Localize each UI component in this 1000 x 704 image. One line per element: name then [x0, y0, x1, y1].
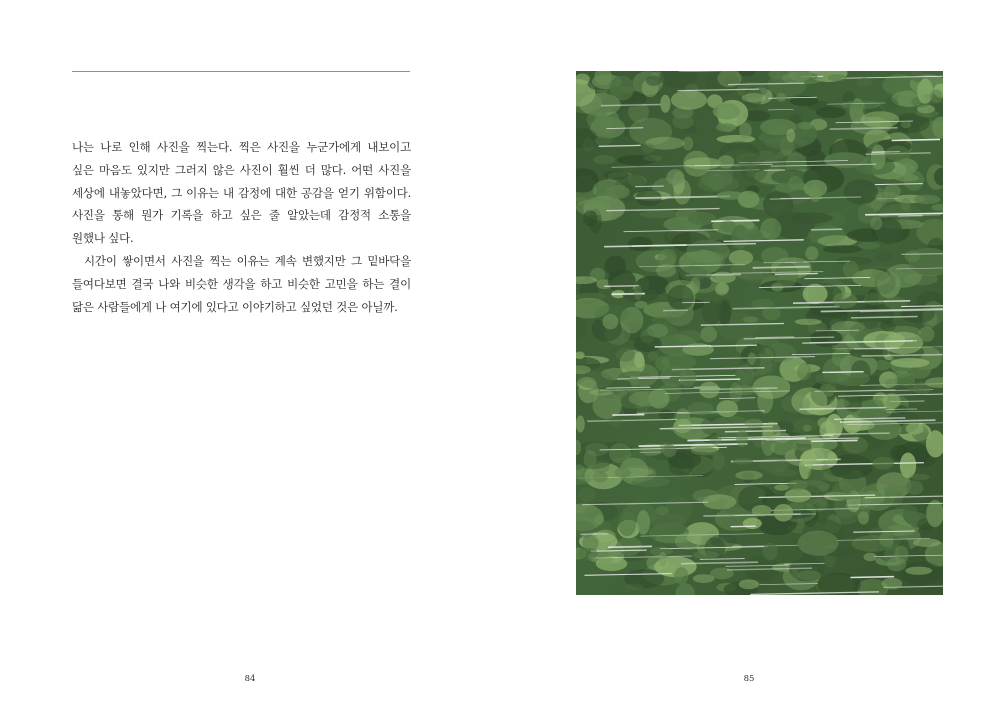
foliage-clump	[798, 531, 839, 556]
foliage-highlight	[745, 419, 764, 429]
foliage-highlight	[630, 375, 640, 387]
foliage-highlight	[742, 93, 766, 102]
foliage-clump	[604, 170, 629, 180]
foliage-clump	[883, 97, 898, 111]
foliage-highlight	[774, 504, 793, 522]
birch-trunk	[775, 274, 818, 275]
foliage-clump	[914, 195, 940, 204]
foliage-clump	[906, 481, 924, 495]
foliage-highlight	[583, 137, 594, 152]
foliage-highlight	[635, 301, 648, 309]
foliage-clump	[844, 179, 878, 204]
foliage-highlight	[761, 247, 788, 265]
foliage-clump	[609, 443, 632, 463]
foliage-highlight	[874, 360, 891, 371]
foliage-clump	[877, 251, 893, 262]
foliage-clump	[671, 90, 707, 110]
foliage-highlight	[609, 416, 623, 427]
foliage-clump	[808, 225, 846, 244]
foliage-highlight	[873, 457, 895, 470]
foliage-clump	[716, 123, 736, 132]
foliage-highlight	[576, 416, 585, 433]
page-number-left: 84	[244, 674, 256, 684]
foliage-highlight	[762, 307, 781, 320]
birch-trunk	[822, 372, 863, 373]
foliage-clump	[717, 155, 734, 168]
foliage-clump	[863, 310, 878, 330]
foliage-highlight	[887, 557, 907, 571]
foliage-highlight	[817, 417, 830, 428]
foliage-clump	[702, 301, 722, 324]
foliage-highlight	[596, 530, 616, 543]
foliage-clump	[606, 185, 630, 199]
foliage-clump	[605, 256, 626, 276]
foliage-highlight	[646, 555, 668, 570]
foliage-highlight	[655, 506, 668, 515]
birch-trunk	[811, 440, 857, 441]
foliage-highlight	[809, 185, 821, 203]
birch-trunk	[892, 139, 940, 140]
foliage-highlight	[578, 488, 595, 502]
foliage-highlight	[795, 319, 822, 325]
foliage-highlight	[845, 501, 858, 510]
foliage-highlight	[913, 538, 941, 547]
foliage-highlight	[776, 183, 796, 193]
foliage-highlight	[828, 74, 847, 81]
foliage-highlight	[732, 385, 757, 395]
foliage-highlight	[762, 422, 781, 440]
forest-photo-illustration	[576, 71, 943, 595]
foliage-highlight	[797, 363, 811, 380]
foliage-clump	[593, 155, 615, 164]
birch-trunk	[663, 310, 688, 311]
foliage-highlight	[827, 452, 836, 462]
foliage-highlight	[916, 110, 939, 118]
birch-trunk	[811, 229, 842, 230]
foliage-highlight	[641, 259, 658, 272]
foliage-highlight	[643, 155, 662, 161]
foliage-highlight	[829, 399, 849, 408]
foliage-clump	[628, 237, 653, 251]
foliage-clump	[730, 228, 762, 238]
foliage-highlight	[673, 419, 692, 434]
right-page	[500, 0, 1000, 704]
foliage-highlight	[785, 488, 812, 502]
body-text	[72, 136, 411, 318]
foliage-highlight	[892, 371, 910, 378]
foliage-highlight	[710, 435, 722, 445]
foliage-highlight	[616, 348, 635, 362]
foliage-highlight	[666, 169, 684, 185]
foliage-clump	[667, 285, 694, 310]
foliage-clump	[823, 245, 862, 253]
foliage-highlight	[773, 124, 790, 132]
birch-trunk	[599, 145, 641, 146]
foliage-highlight	[885, 146, 911, 161]
foliage-highlight	[594, 136, 612, 145]
foliage-highlight	[820, 384, 835, 397]
foliage-clump	[765, 137, 808, 150]
foliage-highlight	[598, 556, 613, 564]
paragraph-2: 시간이 쌓이면서 사진을 찍는 이유는 계속 변했지만 그 밑바닥을 들여다보면 결국 나와 비슷한 생각을 하고 비슷한 고민을 하는 결이 닮은 사람들에게 나 여기에 있다고 이야기하고 싶었던 것은 아닐까.	[72, 253, 411, 314]
foliage-clump	[688, 212, 716, 225]
foliage-clump	[603, 314, 619, 330]
foliage-highlight	[712, 452, 724, 470]
foliage-highlight	[691, 446, 717, 455]
foliage-highlight	[771, 470, 797, 477]
foliage-clump	[905, 250, 921, 262]
foliage-highlight	[720, 220, 736, 232]
foliage-highlight	[675, 330, 702, 343]
foliage-highlight	[798, 122, 812, 130]
foliage-highlight	[634, 352, 644, 368]
foliage-highlight	[816, 373, 838, 385]
foliage-highlight	[723, 77, 739, 83]
foliage-clump	[710, 534, 738, 547]
foliage-highlight	[858, 242, 880, 249]
foliage-highlight	[595, 514, 604, 525]
foliage-highlight	[693, 551, 719, 560]
foliage-clump	[901, 304, 935, 323]
foliage-highlight	[598, 109, 606, 126]
foliage-highlight	[788, 480, 808, 491]
birch-trunk	[731, 526, 756, 527]
foliage-highlight	[716, 282, 730, 294]
foliage-highlight	[748, 352, 756, 364]
foliage-highlight	[801, 450, 816, 465]
foliage-clump	[713, 103, 740, 119]
foliage-highlight	[733, 458, 753, 465]
foliage-highlight	[697, 496, 711, 502]
foliage-highlight	[776, 93, 786, 102]
foliage-highlight	[729, 250, 753, 265]
foliage-clump	[891, 358, 930, 368]
foliage-highlight	[763, 543, 778, 561]
foliage-clump	[640, 210, 680, 218]
foliage-clump	[861, 111, 900, 128]
foliage-highlight	[918, 327, 934, 342]
foliage-highlight	[883, 393, 901, 409]
foliage-highlight	[882, 578, 903, 590]
foliage-highlight	[687, 402, 713, 415]
birch-trunk	[604, 286, 639, 287]
foliage-clump	[900, 453, 916, 479]
foliage-highlight	[736, 153, 762, 168]
foliage-clump	[895, 505, 918, 517]
foliage-clump	[810, 330, 842, 347]
foliage-clump	[743, 518, 762, 529]
foliage-clump	[917, 79, 933, 104]
foliage-highlight	[680, 266, 707, 281]
foliage-clump	[659, 409, 674, 419]
foliage-highlight	[735, 471, 763, 480]
foliage-highlight	[864, 553, 877, 561]
foliage-clump	[798, 570, 822, 580]
foliage-highlight	[864, 293, 885, 306]
foliage-highlight	[884, 485, 908, 493]
foliage-highlight	[906, 423, 924, 435]
foliage-highlight	[634, 284, 642, 300]
foliage-highlight	[717, 400, 739, 417]
foliage-highlight	[752, 505, 772, 516]
foliage-highlight	[683, 137, 694, 151]
foliage-clump	[842, 437, 868, 454]
foliage-highlight	[656, 264, 676, 277]
foliage-highlight	[910, 474, 930, 481]
foliage-clump	[665, 496, 692, 523]
birch-trunk	[753, 267, 810, 268]
foliage-clump	[880, 321, 895, 332]
foliage-highlight	[589, 389, 613, 396]
foliage-highlight	[680, 369, 697, 386]
paragraph-1: 나는 나로 인해 사진을 찍는다. 찍은 사진을 누군가에게 내보이고 싶은 마음도 있지만 그러지 않은 사진이 훨씬 더 많다. 어떤 사진을 세상에 내놓았다면, 그 이유는 내 감정에 대한 공감을 얻기 위함이다. 사진을 통해 뭔가 기록을 하고 싶은 줄 알았는데 감정적 소통을 원했나 싶다.	[72, 140, 411, 246]
foliage-highlight	[658, 249, 677, 267]
foliage-highlight	[717, 191, 745, 200]
foliage-highlight	[770, 440, 797, 456]
foliage-highlight	[821, 464, 830, 482]
foliage-highlight	[875, 192, 899, 202]
birch-trunk	[635, 186, 664, 187]
foliage-clump	[684, 157, 722, 169]
foliage-highlight	[660, 443, 671, 451]
forest-photo	[576, 71, 943, 595]
birch-trunk	[886, 409, 918, 410]
header-rule	[72, 71, 410, 72]
foliage-clump	[618, 511, 636, 536]
foliage-highlight	[805, 246, 818, 260]
foliage-highlight	[660, 95, 670, 113]
foliage-clump	[697, 176, 739, 192]
foliage-clump	[646, 76, 662, 86]
foliage-highlight	[796, 258, 804, 264]
foliage-highlight	[650, 547, 673, 556]
foliage-highlight	[870, 216, 882, 230]
foliage-clump	[851, 535, 893, 552]
foliage-highlight	[641, 143, 654, 153]
foliage-highlight	[896, 163, 915, 176]
foliage-highlight	[786, 129, 795, 143]
foliage-highlight	[699, 382, 719, 399]
foliage-highlight	[615, 468, 631, 478]
foliage-clump	[884, 332, 924, 354]
foliage-highlight	[803, 425, 811, 432]
foliage-highlight	[701, 326, 718, 342]
foliage-clump	[829, 319, 844, 329]
foliage-clump	[760, 218, 781, 239]
foliage-clump	[874, 271, 895, 294]
foliage-highlight	[901, 198, 911, 212]
foliage-clump	[752, 376, 790, 399]
foliage-highlight	[743, 316, 759, 322]
foliage-highlight	[652, 316, 677, 324]
foliage-clump	[763, 191, 794, 218]
foliage-clump	[637, 510, 650, 535]
foliage-highlight	[930, 89, 943, 102]
foliage-clump	[843, 261, 859, 279]
foliage-highlight	[626, 584, 644, 591]
foliage-highlight	[739, 122, 752, 139]
foliage-highlight	[858, 511, 869, 524]
foliage-clump	[835, 509, 858, 524]
foliage-clump	[841, 101, 881, 110]
birch-trunk	[608, 546, 652, 547]
foliage-clump	[747, 572, 775, 581]
foliage-highlight	[857, 78, 873, 87]
foliage-clump	[583, 210, 597, 226]
birch-trunk	[711, 220, 759, 221]
foliage-clump	[816, 107, 846, 118]
foliage-highlight	[774, 484, 789, 490]
foliage-highlight	[672, 114, 693, 129]
birch-trunk	[898, 216, 922, 217]
page-number-right: 85	[743, 674, 755, 684]
foliage-clump	[686, 240, 730, 263]
foliage-highlight	[884, 379, 904, 388]
foliage-highlight	[578, 548, 598, 561]
birch-trunk	[850, 577, 894, 578]
foliage-highlight	[674, 567, 688, 584]
foliage-clump	[926, 500, 943, 527]
birch-trunk	[612, 415, 644, 416]
foliage-highlight	[901, 121, 911, 128]
foliage-highlight	[640, 329, 655, 343]
foliage-clump	[871, 145, 886, 170]
foliage-clump	[905, 567, 932, 575]
foliage-highlight	[655, 356, 669, 371]
foliage-highlight	[833, 292, 857, 308]
foliage-highlight	[736, 430, 748, 448]
foliage-highlight	[693, 574, 715, 583]
foliage-clump	[629, 391, 669, 407]
foliage-highlight	[739, 579, 760, 589]
foliage-highlight	[791, 569, 800, 580]
foliage-highlight	[675, 533, 702, 550]
